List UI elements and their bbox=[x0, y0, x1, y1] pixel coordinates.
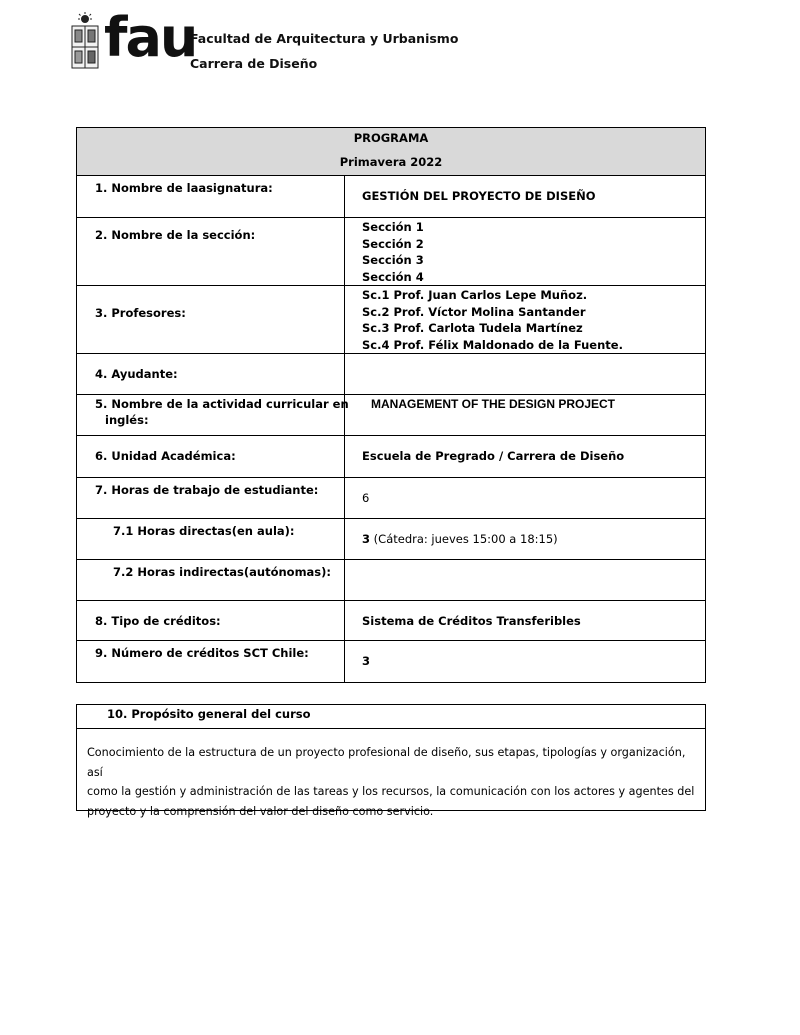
row-value: Escuela de Pregrado / Carrera de Diseño bbox=[362, 449, 625, 463]
purpose-title: 10. Propósito general del curso bbox=[77, 705, 705, 729]
program-table bbox=[76, 127, 706, 683]
row-label: 6. Unidad Académica: bbox=[77, 436, 345, 477]
row-label: 7. Horas de trabajo de estudiante: bbox=[77, 478, 345, 518]
section-item: Sección 4 bbox=[362, 269, 424, 284]
row-value bbox=[345, 354, 705, 394]
row-value: MANAGEMENT OF THE DESIGN PROJECT bbox=[371, 397, 616, 411]
row-value bbox=[345, 286, 705, 353]
program-header bbox=[77, 128, 705, 176]
purpose-section bbox=[76, 704, 706, 818]
section-item: Sección 1 bbox=[362, 220, 424, 234]
purpose-line: proyecto y la comprensión del valor del diseño como servicio. bbox=[87, 804, 434, 818]
purpose-text bbox=[77, 729, 705, 821]
row-value bbox=[345, 560, 705, 600]
row-value: 3 bbox=[362, 654, 371, 668]
professor-item: Sc.4 Prof. Félix Maldonado de la Fuente. bbox=[362, 337, 623, 352]
row-label: 3. Profesores: bbox=[77, 286, 345, 353]
table-row bbox=[77, 519, 705, 560]
table-row bbox=[77, 601, 705, 641]
row-label: 2. Nombre de la sección: bbox=[77, 218, 345, 285]
table-row bbox=[77, 286, 705, 354]
row-value: 6 bbox=[362, 491, 370, 505]
professor-item: Sc.3 Prof. Carlota Tudela Martínez bbox=[362, 321, 583, 335]
section-item: Sección 3 bbox=[362, 253, 424, 267]
row-label: 7.1 Horas directas(en aula): bbox=[77, 519, 345, 559]
fau-logo: fau bbox=[104, 6, 197, 69]
table-row bbox=[77, 218, 705, 286]
table-row bbox=[77, 436, 705, 478]
purpose-line: como la gestión y administración de las tareas y los recursos, la comunicación con los actores y agentes del bbox=[87, 785, 695, 798]
university-seal-icon bbox=[70, 12, 100, 70]
section-item: Sección 2 bbox=[362, 236, 424, 251]
professor-item: Sc.2 Prof. Víctor Molina Santander bbox=[362, 304, 586, 319]
table-row bbox=[77, 560, 705, 601]
row-label: 7.2 Horas indirectas(autónomas): bbox=[77, 560, 345, 600]
table-row bbox=[77, 354, 705, 395]
row-label: 9. Número de créditos SCT Chile: bbox=[77, 641, 345, 682]
table-row bbox=[77, 395, 705, 436]
professor-item: Sc.1 Prof. Juan Carlos Lepe Muñoz. bbox=[362, 288, 588, 302]
row-value: GESTIÓN DEL PROYECTO DE DISEÑO bbox=[362, 189, 596, 203]
row-label: 1. Nombre de laasignatura: bbox=[77, 176, 345, 217]
table-row bbox=[77, 176, 705, 218]
program-title: PROGRAMA bbox=[353, 131, 429, 145]
row-value bbox=[345, 519, 705, 559]
direct-hours-detail: (Cátedra: jueves 15:00 a 18:15) bbox=[370, 532, 558, 546]
purpose-line: Conocimiento de la estructura de un proyecto profesional de diseño, sus etapas, tipologías y organización, así bbox=[87, 746, 686, 779]
career-name: Carrera de Diseño bbox=[190, 56, 318, 71]
row-value: Sistema de Créditos Transferibles bbox=[362, 614, 581, 628]
row-label: 4. Ayudante: bbox=[77, 354, 345, 394]
table-row bbox=[77, 641, 705, 682]
table-row bbox=[77, 478, 705, 519]
program-term: Primavera 2022 bbox=[339, 155, 443, 169]
row-label: 8. Tipo de créditos: bbox=[77, 601, 345, 640]
row-label: 5. Nombre de la actividad curricular en inglés: bbox=[77, 395, 345, 435]
row-value bbox=[345, 218, 705, 285]
faculty-name: Facultad de Arquitectura y Urbanismo bbox=[190, 31, 459, 46]
direct-hours-count: 3 bbox=[362, 532, 371, 546]
